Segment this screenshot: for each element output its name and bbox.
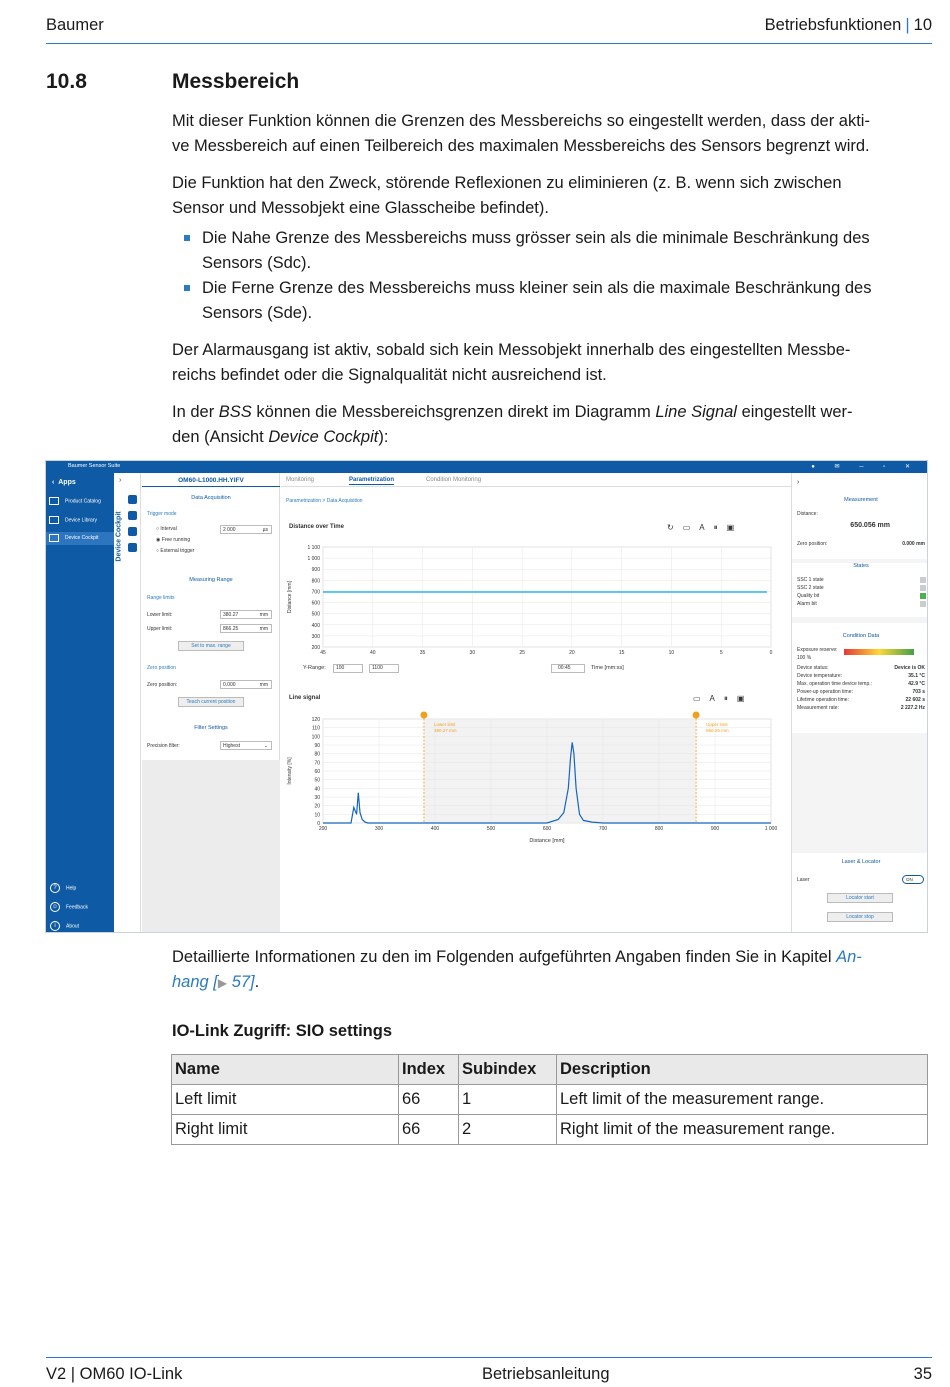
- chevron-down-icon: ⌄: [263, 743, 268, 749]
- trigger-mode-label: Trigger mode: [147, 511, 177, 517]
- info-icon[interactable]: [128, 495, 137, 504]
- zero-position-value: 0.000 mm: [902, 541, 925, 547]
- page-header: [46, 14, 932, 44]
- y-tick-label: 100: [311, 734, 320, 741]
- upper-limit-label: Upper limit: [706, 722, 728, 727]
- lower-limit-input[interactable]: [220, 610, 272, 619]
- feedback-icon: ☺: [51, 904, 59, 910]
- p1-line2: ve Messbereich auf einen Teilbereich des maximalen Messbereichs des Sensors begrenzt wird.: [172, 137, 870, 155]
- lifetime-label: Lifetime operation time:: [797, 697, 849, 703]
- sidebar-item-feedback[interactable]: [50, 902, 88, 912]
- lower-limit-value: 380.27: [223, 612, 239, 618]
- y-tick-label: 0: [317, 821, 320, 827]
- states-panel: [792, 563, 928, 617]
- chevron-right-icon[interactable]: ›: [797, 479, 800, 486]
- radio-label: External trigger: [160, 548, 195, 554]
- paragraph-4: [172, 400, 932, 450]
- x-tick-label: 500: [486, 826, 496, 832]
- radio-interval[interactable]: ○ Interval: [156, 526, 177, 532]
- x-tick-label: 35: [419, 650, 426, 656]
- lower-limit-label: Lower limit:: [147, 612, 173, 618]
- y-tick-label: 30: [314, 795, 320, 801]
- y-tick-label: 80: [314, 751, 320, 758]
- x-tick-label: 0: [769, 650, 773, 656]
- quality-indicator: [920, 593, 926, 599]
- measuring-range-header[interactable]: Measuring Range: [189, 577, 233, 583]
- p3-line1: Der Alarmausgang ist aktiv, sobald sich kein Messobjekt innerhalb des eingestellten Messbe-: [172, 341, 851, 359]
- x-tick-label: 20: [569, 650, 575, 656]
- x-tick-label: 5: [719, 650, 723, 656]
- x-tick-label: 40: [369, 650, 376, 656]
- signal-icon[interactable]: [128, 511, 137, 520]
- interval-unit: µs: [262, 527, 268, 533]
- section-title: Messbereich: [172, 70, 300, 93]
- radio-free-running[interactable]: ◉ Free running: [156, 537, 191, 543]
- bullet-list: [172, 226, 932, 326]
- paragraph-3: [172, 338, 932, 388]
- sidebar-item-product-catalog[interactable]: [49, 497, 101, 505]
- cell-name: Left limit: [172, 1085, 399, 1115]
- zero-position-value: 0.000: [223, 682, 236, 688]
- header-chapter: [765, 16, 932, 35]
- x-tick-label: 25: [519, 650, 525, 656]
- x-tick-label: 15: [618, 650, 625, 656]
- link-text: 57]: [227, 973, 255, 991]
- ssc1-label: SSC 1 state: [797, 577, 824, 583]
- cockpit-vertical-label: Device Cockpit: [115, 511, 123, 562]
- lower-limit-handle: [420, 712, 427, 719]
- y-tick-label: 60: [314, 769, 320, 775]
- radio-external-trigger[interactable]: ○ External trigger: [156, 548, 195, 554]
- y-axis-label: Intensity [%]: [287, 757, 293, 785]
- header-separator: |: [905, 16, 910, 34]
- locator-start-button[interactable]: Locator start: [827, 893, 893, 903]
- y-tick-label: 10: [314, 812, 320, 819]
- radio-label: Interval: [160, 526, 177, 532]
- bss-term: BSS: [218, 403, 252, 421]
- x-tick-label: 10: [668, 650, 675, 656]
- y-tick-label: 110: [312, 725, 320, 732]
- y-tick-label: 1 000: [307, 556, 320, 563]
- sidebar-label: Help: [66, 885, 77, 892]
- sidebar-item-device-cockpit[interactable]: [46, 532, 114, 545]
- section-number: 10.8: [46, 70, 87, 93]
- measurement-header[interactable]: Measurement: [844, 497, 878, 503]
- y-tick-label: 70: [314, 760, 320, 767]
- y-tick-label: 120: [311, 717, 320, 723]
- library-icon: [49, 516, 59, 524]
- chapter-title: Betriebsfunktionen: [764, 16, 902, 34]
- x-tick-label: 800: [654, 826, 664, 832]
- interval-value: 2 000: [223, 527, 236, 533]
- y-tick-label: 800: [311, 578, 320, 585]
- x-tick-label: 600: [542, 826, 552, 832]
- y-tick-label: 1 100: [307, 545, 320, 551]
- x-tick-label: 1 000: [764, 826, 778, 832]
- parameter-panel: [142, 473, 280, 933]
- bullet1-line2: Sensors (Sdc).: [202, 254, 312, 272]
- page-number: 35: [913, 1365, 932, 1383]
- table-title: IO-Link Zugriff: SIO settings: [172, 1022, 392, 1040]
- bullet2-line1: Die Ferne Grenze des Messbereichs muss kleiner sein als die maximale Beschränkung des: [202, 279, 872, 297]
- footer-title: Betriebsanleitung: [482, 1365, 610, 1383]
- max-temp-value: 42.9 °C: [908, 681, 925, 687]
- body-text: [172, 109, 932, 462]
- meas-rate-value: 2 227.2 Hz: [900, 705, 925, 711]
- set-to-max-range-button[interactable]: Set to max. range: [178, 641, 244, 651]
- cell-index: 66: [399, 1115, 459, 1145]
- zero-position-input[interactable]: [220, 680, 272, 689]
- x-tick-label: 45: [320, 650, 326, 656]
- p2-line1: Die Funktion hat den Zweck, störende Reflexionen zu eliminieren (z. B. wenn sich zwischen: [172, 174, 842, 192]
- lower-limit-value: 380.27 mm: [433, 728, 457, 733]
- bullet1-line1: Die Nahe Grenze des Messbereichs muss grösser sein als die minimale Beschränkung des: [202, 229, 870, 247]
- sidebar-label: Device Library: [65, 517, 97, 524]
- measurement-panel: [792, 473, 928, 559]
- tab-monitoring[interactable]: Monitoring: [286, 477, 315, 483]
- x-tick-label: 30: [469, 650, 476, 656]
- y-min-input[interactable]: 100: [333, 664, 363, 673]
- condition-data-panel: [792, 623, 928, 733]
- app-screenshot: [45, 460, 928, 933]
- sidebar-item-device-library[interactable]: [49, 516, 97, 524]
- distance-chart: [281, 533, 791, 663]
- p4-text: ):: [378, 428, 389, 446]
- device-cockpit-term: Device Cockpit: [268, 428, 379, 446]
- catalog-icon: [49, 497, 59, 505]
- interval-input[interactable]: [220, 525, 272, 534]
- laser-toggle[interactable]: [902, 875, 924, 884]
- cell-description: Right limit of the measurement range.: [557, 1115, 928, 1145]
- meas-rate-label: Measurement rate:: [797, 705, 839, 711]
- p3-line2: reichs befindet oder die Signalqualität nicht ausreichend ist.: [172, 366, 607, 384]
- cell-subindex: 2: [459, 1115, 557, 1145]
- settings-icon[interactable]: [128, 543, 137, 552]
- x-tick-label: 300: [374, 826, 384, 832]
- zero-position-header: Zero position: [147, 665, 176, 671]
- line-chart-toolbar[interactable]: ▭A⏸▣: [693, 694, 754, 703]
- sidebar-item-help[interactable]: [50, 883, 76, 893]
- plot-area: [323, 547, 771, 647]
- paragraph-1: [172, 109, 932, 159]
- teach-current-position-button[interactable]: Teach current position: [178, 697, 244, 707]
- lifetime-value: 22 602 s: [905, 697, 925, 703]
- quality-label: Quality bit: [797, 593, 820, 599]
- ssc1-indicator: [920, 577, 926, 583]
- x-tick-label: 200: [318, 826, 328, 832]
- link-text: An-: [836, 948, 862, 966]
- distance-chart-title: Distance over Time: [289, 524, 344, 530]
- lower-limit-label: Lower limit: [433, 722, 456, 727]
- device-temp-value: 35.1 °C: [908, 673, 925, 679]
- precision-filter-select[interactable]: [220, 741, 272, 750]
- exposure-reserve-label: Exposure reserve:: [797, 647, 838, 653]
- ssc2-indicator: [920, 585, 926, 591]
- y-tick-label: 400: [311, 622, 320, 629]
- arrow-icon: ▶: [217, 976, 228, 990]
- paragraph-2: [172, 171, 932, 221]
- cell-index: 66: [399, 1085, 459, 1115]
- brand-name: Baumer: [46, 16, 104, 34]
- help-icon: ?: [50, 883, 60, 893]
- y-tick-label: 300: [311, 633, 320, 640]
- col-index: Index: [399, 1055, 459, 1085]
- condition-data-header[interactable]: Condition Data: [842, 633, 880, 639]
- y-tick-label: 500: [311, 611, 320, 618]
- app-window-title: Baumer Sensor Suite: [68, 463, 121, 469]
- powerup-label: Power-up operation time:: [797, 689, 853, 695]
- line-signal-title: Line signal: [289, 695, 321, 701]
- breadcrumb[interactable]: Parametrization > Data Acquisition: [286, 498, 363, 504]
- data-acquisition-header[interactable]: Data Acquisition: [191, 495, 231, 501]
- reference-text: [172, 945, 932, 1008]
- cockpit-strip: [114, 473, 141, 933]
- apps-header[interactable]: ‹ Apps: [52, 479, 76, 486]
- cell-name: Right limit: [172, 1115, 399, 1145]
- cockpit-icon: [49, 534, 59, 542]
- y-max-input[interactable]: 1100: [369, 664, 399, 673]
- table-row: [172, 1085, 928, 1115]
- apps-label: Apps: [58, 479, 76, 486]
- device-status-label: Device status:: [797, 665, 829, 671]
- device-status-value: Device is OK: [894, 665, 925, 671]
- laser-toggle-label: ON: [906, 877, 913, 882]
- info-icon: i: [50, 921, 60, 931]
- unit: mm: [259, 682, 268, 688]
- device-temp-label: Device temperature:: [797, 673, 843, 679]
- status-panel: [791, 473, 928, 933]
- cell-description: Left limit of the measurement range.: [557, 1085, 928, 1115]
- upper-limit-value: 866.25 mm: [706, 728, 729, 733]
- sidebar-label: About: [66, 923, 80, 930]
- p1-line1: Mit dieser Funktion können die Grenzen des Messbereichs so eingestellt werden, dass der akti-: [172, 112, 870, 130]
- y-tick-label: 700: [311, 589, 320, 596]
- alarm-indicator: [920, 601, 926, 607]
- distance-label: Distance:: [797, 511, 818, 517]
- locator-stop-button[interactable]: Locator stop: [827, 912, 893, 922]
- laser-locator-header[interactable]: Laser & Locator: [841, 859, 881, 865]
- time-input[interactable]: 00:45: [551, 664, 585, 673]
- powerup-value: 703 s: [912, 689, 925, 695]
- tab-condition-monitoring[interactable]: Condition Monitoring: [426, 477, 482, 483]
- range-limits-label: Range limits: [147, 595, 175, 601]
- page-footer: [46, 1357, 932, 1387]
- bullet-item: [172, 276, 932, 326]
- p4-text: In der: [172, 403, 219, 421]
- paragraph-5: [172, 945, 932, 996]
- laser-label: Laser: [797, 877, 810, 883]
- p5-text: .: [254, 973, 260, 991]
- chevron-right-icon[interactable]: ›: [119, 477, 122, 484]
- time-label: Time [mm:ss]: [591, 665, 624, 671]
- y-tick-label: 900: [311, 567, 320, 574]
- footer-doc: V2 | OM60 IO-Link: [46, 1365, 183, 1383]
- ssc2-label: SSC 2 state: [797, 585, 824, 591]
- device-name: OM60-L1000.HH.YIFV: [142, 477, 280, 487]
- sidebar-label: Product Catalog: [65, 498, 101, 505]
- app-sidebar: [46, 473, 114, 933]
- y-tick-label: 50: [314, 777, 320, 784]
- p2-line2: Sensor und Messobjekt eine Glasscheibe befindet).: [172, 199, 549, 217]
- bullet-item: [172, 226, 932, 276]
- cell-subindex: 1: [459, 1085, 557, 1115]
- y-tick-label: 200: [311, 645, 320, 651]
- window-controls[interactable]: ● ✉ ─ ▫ ✕: [811, 464, 919, 470]
- line-signal-term: Line Signal: [655, 403, 737, 421]
- distance-value: 650.056 mm: [850, 522, 890, 529]
- p4-text: eingestellt wer-: [736, 403, 853, 421]
- radio-label: Free running: [161, 537, 191, 543]
- precision-value: Highest: [223, 743, 240, 749]
- max-temp-label: Max. operation time device temp.:: [797, 681, 873, 687]
- y-range-label: Y-Range:: [303, 665, 326, 671]
- x-tick-label: 400: [430, 826, 440, 832]
- p4-text: können die Messbereichsgrenzen direkt im Diagramm: [251, 403, 656, 421]
- tab-parametrization[interactable]: Parametrization: [349, 477, 395, 483]
- unit: mm: [259, 612, 268, 618]
- app-titlebar: [46, 461, 927, 473]
- laser-locator-panel: [792, 853, 928, 933]
- col-name: Name: [172, 1055, 399, 1085]
- table-row: [172, 1115, 928, 1145]
- states-header[interactable]: States: [853, 563, 869, 569]
- x-tick-label: 700: [598, 826, 608, 832]
- sidebar-label: Feedback: [66, 904, 88, 911]
- y-axis-label: Distance [mm]: [287, 581, 293, 613]
- tab-bar: [281, 473, 791, 487]
- zero-position-label: Zero position:: [797, 541, 828, 547]
- table-header-row: [172, 1055, 928, 1085]
- link-text: hang [: [172, 973, 218, 991]
- x-axis-label: Distance [mm]: [529, 838, 565, 844]
- chart-toolbar[interactable]: ↻▭A⏸▣: [667, 523, 744, 532]
- filter-settings-header[interactable]: Filter Settings: [194, 725, 228, 731]
- panel-empty-area: [142, 760, 280, 933]
- line-signal-chart: [281, 705, 791, 865]
- precision-filter-label: Precision filter:: [147, 743, 180, 749]
- upper-limit-handle: [693, 712, 700, 719]
- sidebar-item-about[interactable]: [50, 921, 79, 931]
- unit: mm: [259, 626, 268, 632]
- bullet2-line2: Sensors (Sde).: [202, 304, 313, 322]
- y-tick-label: 40: [314, 786, 320, 793]
- alarm-label: Alarm bit: [797, 601, 817, 607]
- col-subindex: Subindex: [459, 1055, 557, 1085]
- exposure-value: 100 %: [797, 655, 812, 661]
- chapter-number: 10: [913, 16, 932, 34]
- p4-text: den (Ansicht: [172, 428, 269, 446]
- chart-area: [281, 473, 791, 933]
- y-tick-label: 90: [314, 743, 320, 749]
- zero-position-label: Zero position:: [147, 682, 178, 688]
- y-tick-label: 20: [314, 803, 320, 810]
- col-description: Description: [557, 1055, 928, 1085]
- upper-limit-label: Upper limit:: [147, 626, 173, 632]
- sidebar-label: Device Cockpit: [65, 535, 99, 541]
- x-tick-label: 900: [710, 826, 720, 832]
- sio-settings-table: [171, 1054, 928, 1145]
- filter-icon[interactable]: [128, 527, 137, 536]
- exposure-bar: [844, 649, 914, 655]
- upper-limit-value: 866.25: [223, 626, 239, 632]
- upper-limit-input[interactable]: [220, 624, 272, 633]
- y-tick-label: 600: [311, 600, 320, 607]
- p5-text: Detaillierte Informationen zu den im Folgenden aufgeführten Angaben finden Sie in Kapitel: [172, 948, 837, 966]
